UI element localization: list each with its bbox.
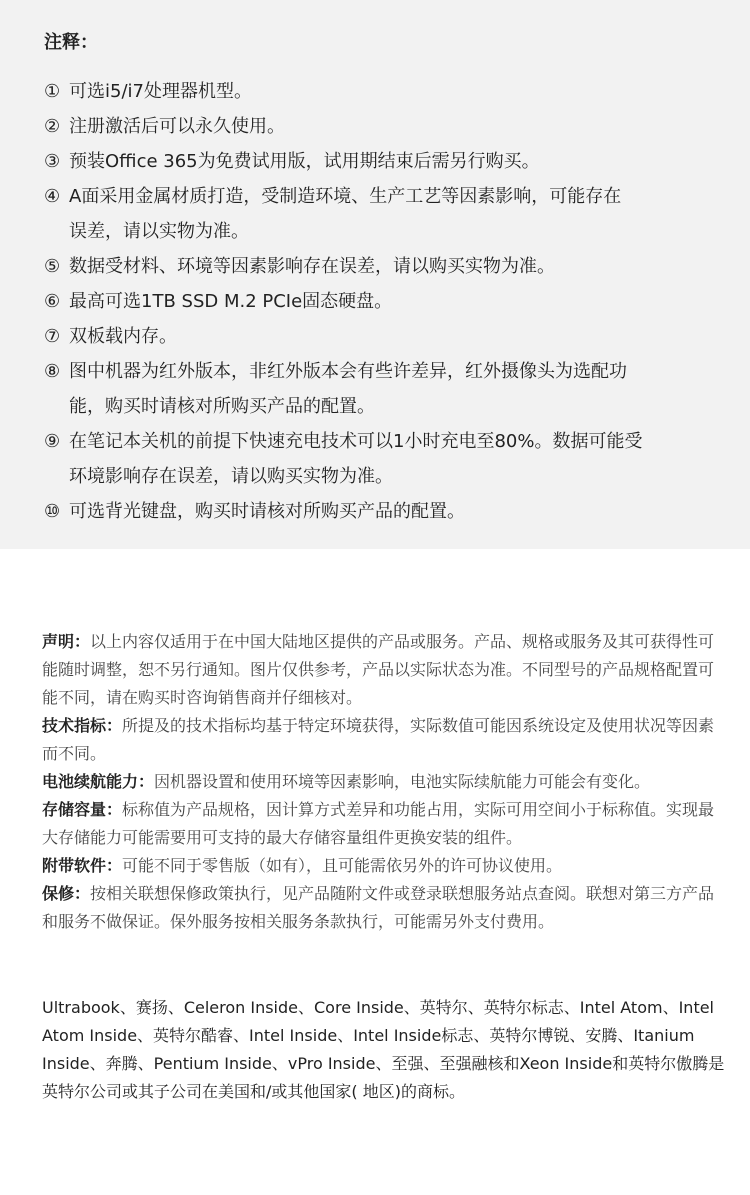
declaration-item: [42, 796, 728, 852]
declaration-text: 以上内容仅适用于在中国大陆地区提供的产品或服务。产品、规格或服务及其可获得性可能随时调整，恕不另行通知。图片仅供参考，产品以实际状态为准。不同型号的产品规格配置可能不同，请在购买时咨询销售商并仔细核对。: [42, 632, 715, 707]
note-number: ②: [44, 116, 61, 137]
declaration-label: 存储容量：: [42, 800, 123, 819]
declaration-label: 声明：: [42, 632, 91, 651]
trademark-statement: Ultrabook、赛扬、Celeron Inside、Core Inside、英特尔、英特尔标志、Intel Atom、Intel Atom Inside、英特尔酷睿、Intel Inside、Intel Inside标志、英特尔博锐、安腾、Itanium Inside、奔腾、Pentium Inside、vPro Inside、至强、至强融核和Xeon Inside和英特尔傲腾是英特尔公司或其子公司在美国和/或其他国家( 地区)的商标。: [42, 998, 725, 1101]
note-text: 双板载内存。: [69, 326, 177, 347]
note-text: 可选背光键盘，购买时请核对所购买产品的配置。: [69, 501, 465, 522]
note-text: 可选i5/i7处理器机型。: [69, 81, 252, 102]
note-number: ①: [44, 81, 61, 102]
note-text: 最高可选1TB SSD M.2 PCIe固态硬盘。: [69, 291, 393, 312]
note-number: ⑨: [44, 431, 61, 452]
declaration-item: [42, 712, 728, 768]
note-text: A面采用金属材质打造，受制造环境、生产工艺等因素影响，可能存在 误差，请以实物为准。: [69, 186, 622, 242]
declaration-label: 电池续航能力：: [42, 772, 155, 791]
note-text: 注册激活后可以永久使用。: [69, 116, 285, 137]
declaration-text: 可能不同于零售版（如有），且可能需依另外的许可协议使用。: [122, 856, 563, 875]
declaration-label: 附带软件：: [42, 856, 123, 875]
note-number: ⑦: [44, 326, 61, 347]
declarations-list: [0, 628, 750, 936]
note-number: ⑩: [44, 501, 61, 522]
declaration-item: [42, 768, 728, 796]
note-number: ④: [44, 186, 61, 207]
declaration-item: [42, 852, 728, 880]
note-text: 图中机器为红外版本，非红外版本会有些许差异，红外摄像头为选配功 能，购买时请核对所购买产品的配置。: [69, 361, 627, 417]
declaration-text: 所提及的技术指标均基于特定环境获得，实际数值可能因系统设定及使用状况等因素而不同。: [42, 716, 715, 763]
declaration-item: [42, 880, 728, 936]
note-number: ⑧: [44, 361, 61, 382]
note-number: ⑤: [44, 256, 61, 277]
declaration-text: 按相关联想保修政策执行，见产品随附文件或登录联想服务站点查阅。联想对第三方产品和服务不做保证。保外服务按相关服务条款执行，可能需另外支付费用。: [42, 884, 715, 931]
note-text: 在笔记本关机的前提下快速充电技术可以1小时充电至80%。数据可能受 环境影响存在误差，请以购买实物为准。: [69, 431, 643, 487]
declaration-label: 保修：: [42, 884, 91, 903]
declaration-label: 技术指标：: [42, 716, 123, 735]
note-number: ⑥: [44, 291, 61, 312]
note-text: 数据受材料、环境等因素影响存在误差，请以购买实物为准。: [69, 256, 555, 277]
declaration-text: 标称值为产品规格，因计算方式差异和功能占用，实际可用空间小于标称值。实现最大存储能力可能需要用可支持的最大存储容量组件更换安装的组件。: [42, 800, 715, 847]
note-number: ③: [44, 151, 61, 172]
declaration-text: 因机器设置和使用环境等因素影响，电池实际续航能力可能会有变化。: [154, 772, 651, 791]
declaration-item: [42, 628, 728, 712]
note-text: 预装Office 365为免费试用版，试用期结束后需另行购买。: [69, 151, 540, 172]
notes-title: 注释：: [44, 32, 98, 53]
